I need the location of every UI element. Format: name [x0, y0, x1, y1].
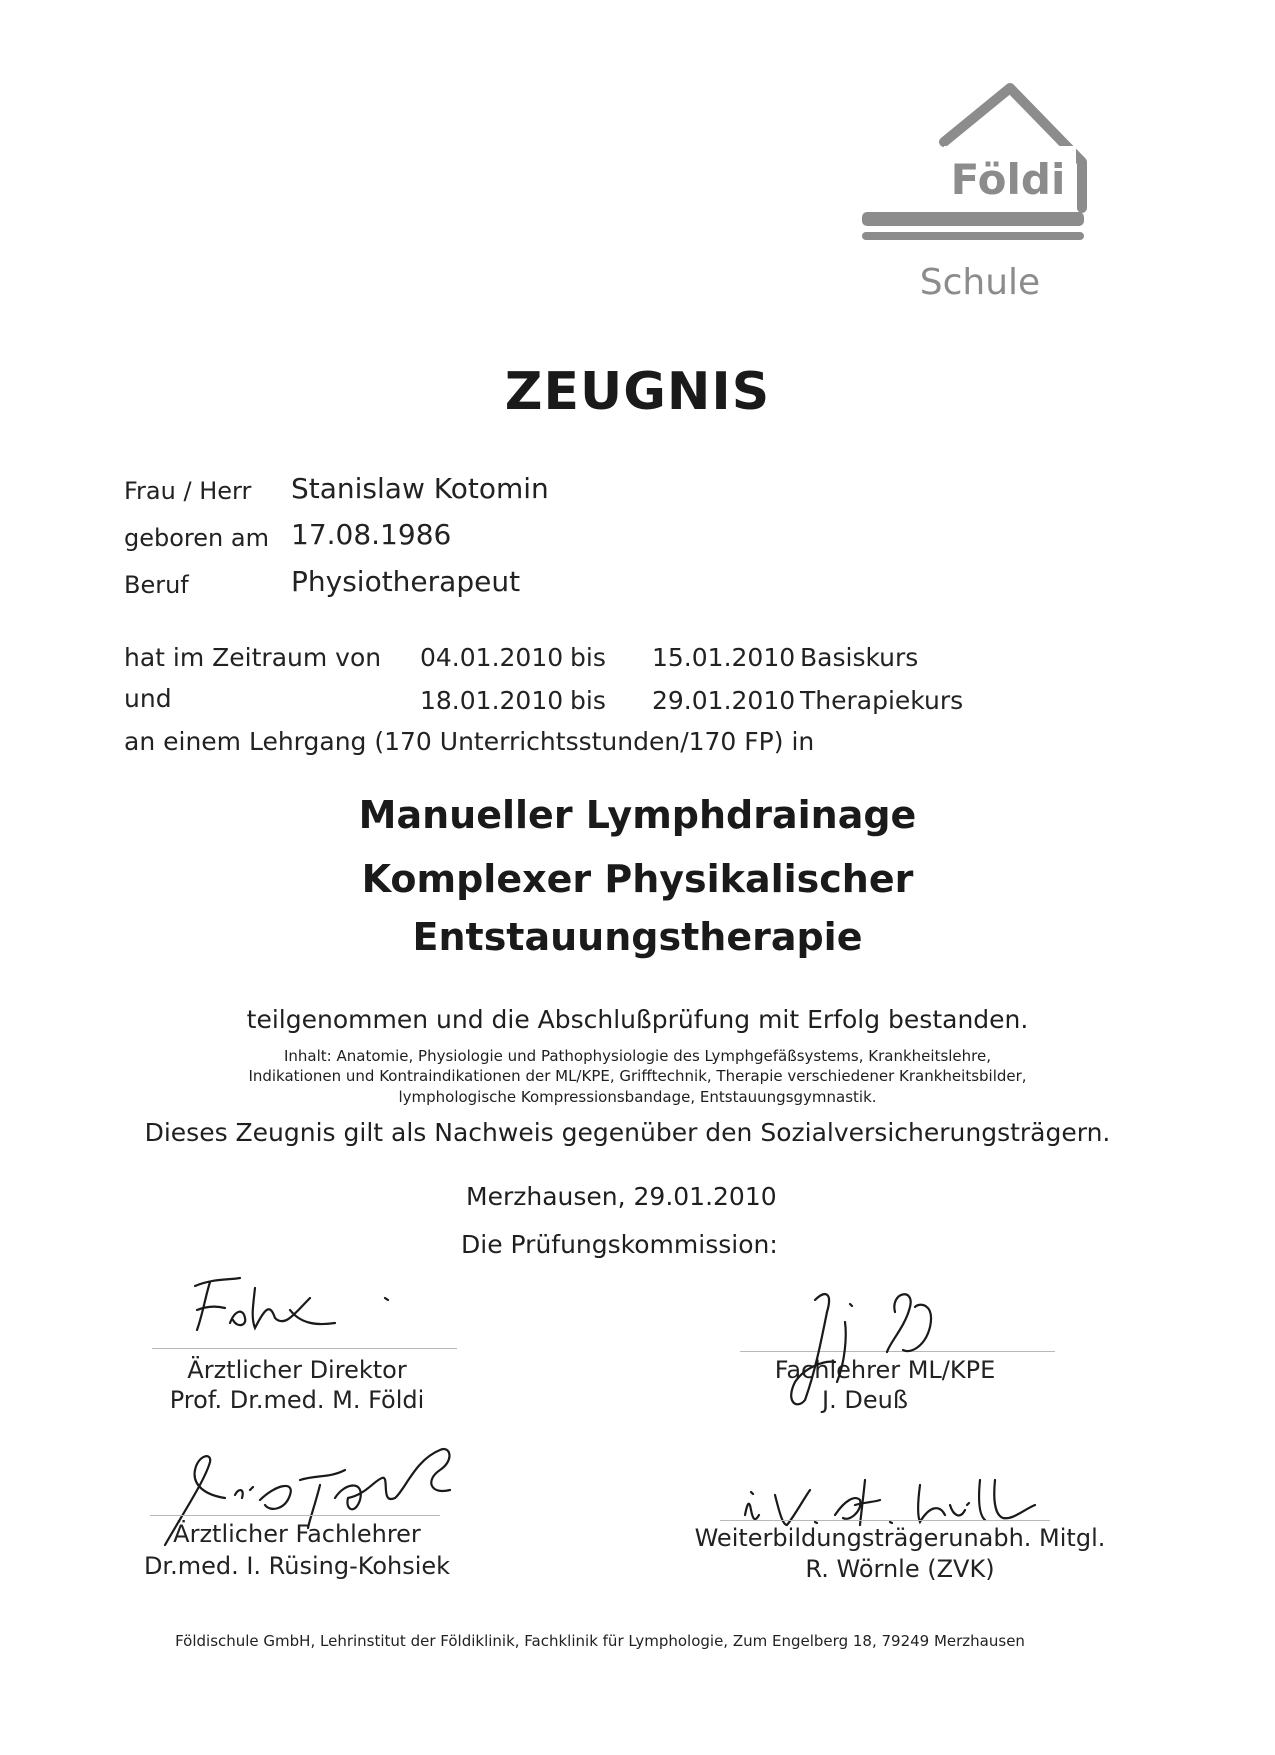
job-value: Physiotherapeut [291, 565, 521, 598]
period-row2-from: 18.01.2010 [420, 686, 564, 715]
content-line-2: Indikationen und Kontraindikationen der ML/KPE, Grifftechnik, Therapie verschiedener Krankheitsbilder, [248, 1067, 1027, 1085]
birth-value: 17.08.1986 [291, 518, 452, 551]
name-value: Stanislaw Kotomin [291, 472, 549, 505]
logo-brand-text: Földi [950, 155, 1066, 204]
period-row1-to: 15.01.2010 [652, 643, 796, 672]
period-row1-course: Basiskurs [800, 643, 919, 672]
period-row2-course: Therapiekurs [800, 686, 964, 715]
document-title: ZEUGNIS [504, 362, 771, 422]
signature-line-1 [152, 1348, 457, 1349]
signature-line-4 [720, 1520, 1050, 1521]
course-summary: an einem Lehrgang (170 Unterrichtsstunden/170 FP) in [124, 727, 815, 756]
signer-2-role: Fachlehrer ML/KPE [774, 1356, 996, 1384]
content-line-3: lymphologische Kompressionsbandage, Entstauungsgymnastik. [398, 1088, 877, 1106]
course-title-line-2: Komplexer Physikalischer [361, 857, 914, 901]
signer-2-name: J. Deuß [822, 1386, 908, 1414]
period-row2-label: und [124, 684, 172, 713]
place-date: Merzhausen, 29.01.2010 [466, 1182, 777, 1211]
signature-foeldi [185, 1268, 405, 1342]
validity-statement: Dieses Zeugnis gilt als Nachweis gegenüber den Sozialversicherungsträgern. [144, 1118, 1111, 1147]
house-logo-icon [850, 80, 1100, 310]
signer-4-name: R. Wörnle (ZVK) [805, 1555, 995, 1583]
signer-3-name: Dr.med. I. Rüsing-Kohsiek [143, 1552, 451, 1580]
signature-deuss [775, 1282, 975, 1416]
commission-label: Die Prüfungskommission: [461, 1230, 778, 1259]
period-row2-sep: bis [570, 686, 606, 715]
signature-line-3 [150, 1515, 440, 1516]
content-line-1: Inhalt: Anatomie, Physiologie und Pathophysiologie des Lymphgefäßsystems, Krankheitslehre, [283, 1047, 991, 1065]
course-title-line-3: Entstauungstherapie [412, 915, 863, 959]
signer-3-role: Ärztlicher Fachlehrer [173, 1520, 421, 1548]
result-statement: teilgenommen und die Abschlußprüfung mit Erfolg bestanden. [246, 1005, 1029, 1034]
period-row2-to: 29.01.2010 [652, 686, 796, 715]
birth-label: geboren am [124, 524, 269, 552]
signer-1-name: Prof. Dr.med. M. Földi [169, 1386, 425, 1414]
logo-subtitle-text: Schule [919, 262, 1041, 303]
signer-1-role: Ärztlicher Direktor [187, 1356, 407, 1384]
course-title-line-1: Manueller Lymphdrainage [358, 793, 917, 837]
name-label: Frau / Herr [124, 477, 252, 505]
job-label: Beruf [124, 571, 189, 599]
signer-4-role: Weiterbildungsträgerunabh. Mitgl. [694, 1524, 1106, 1552]
foeldi-schule-logo [850, 80, 1100, 310]
period-row1-label: hat im Zeitraum von [124, 643, 382, 672]
period-row1-sep: bis [570, 643, 606, 672]
footer-address: Földischule GmbH, Lehrinstitut der Földiklinik, Fachklinik für Lymphologie, Zum Engelberg 18, 79249 Merzhausen [175, 1632, 1025, 1650]
period-row1-from: 04.01.2010 [420, 643, 564, 672]
